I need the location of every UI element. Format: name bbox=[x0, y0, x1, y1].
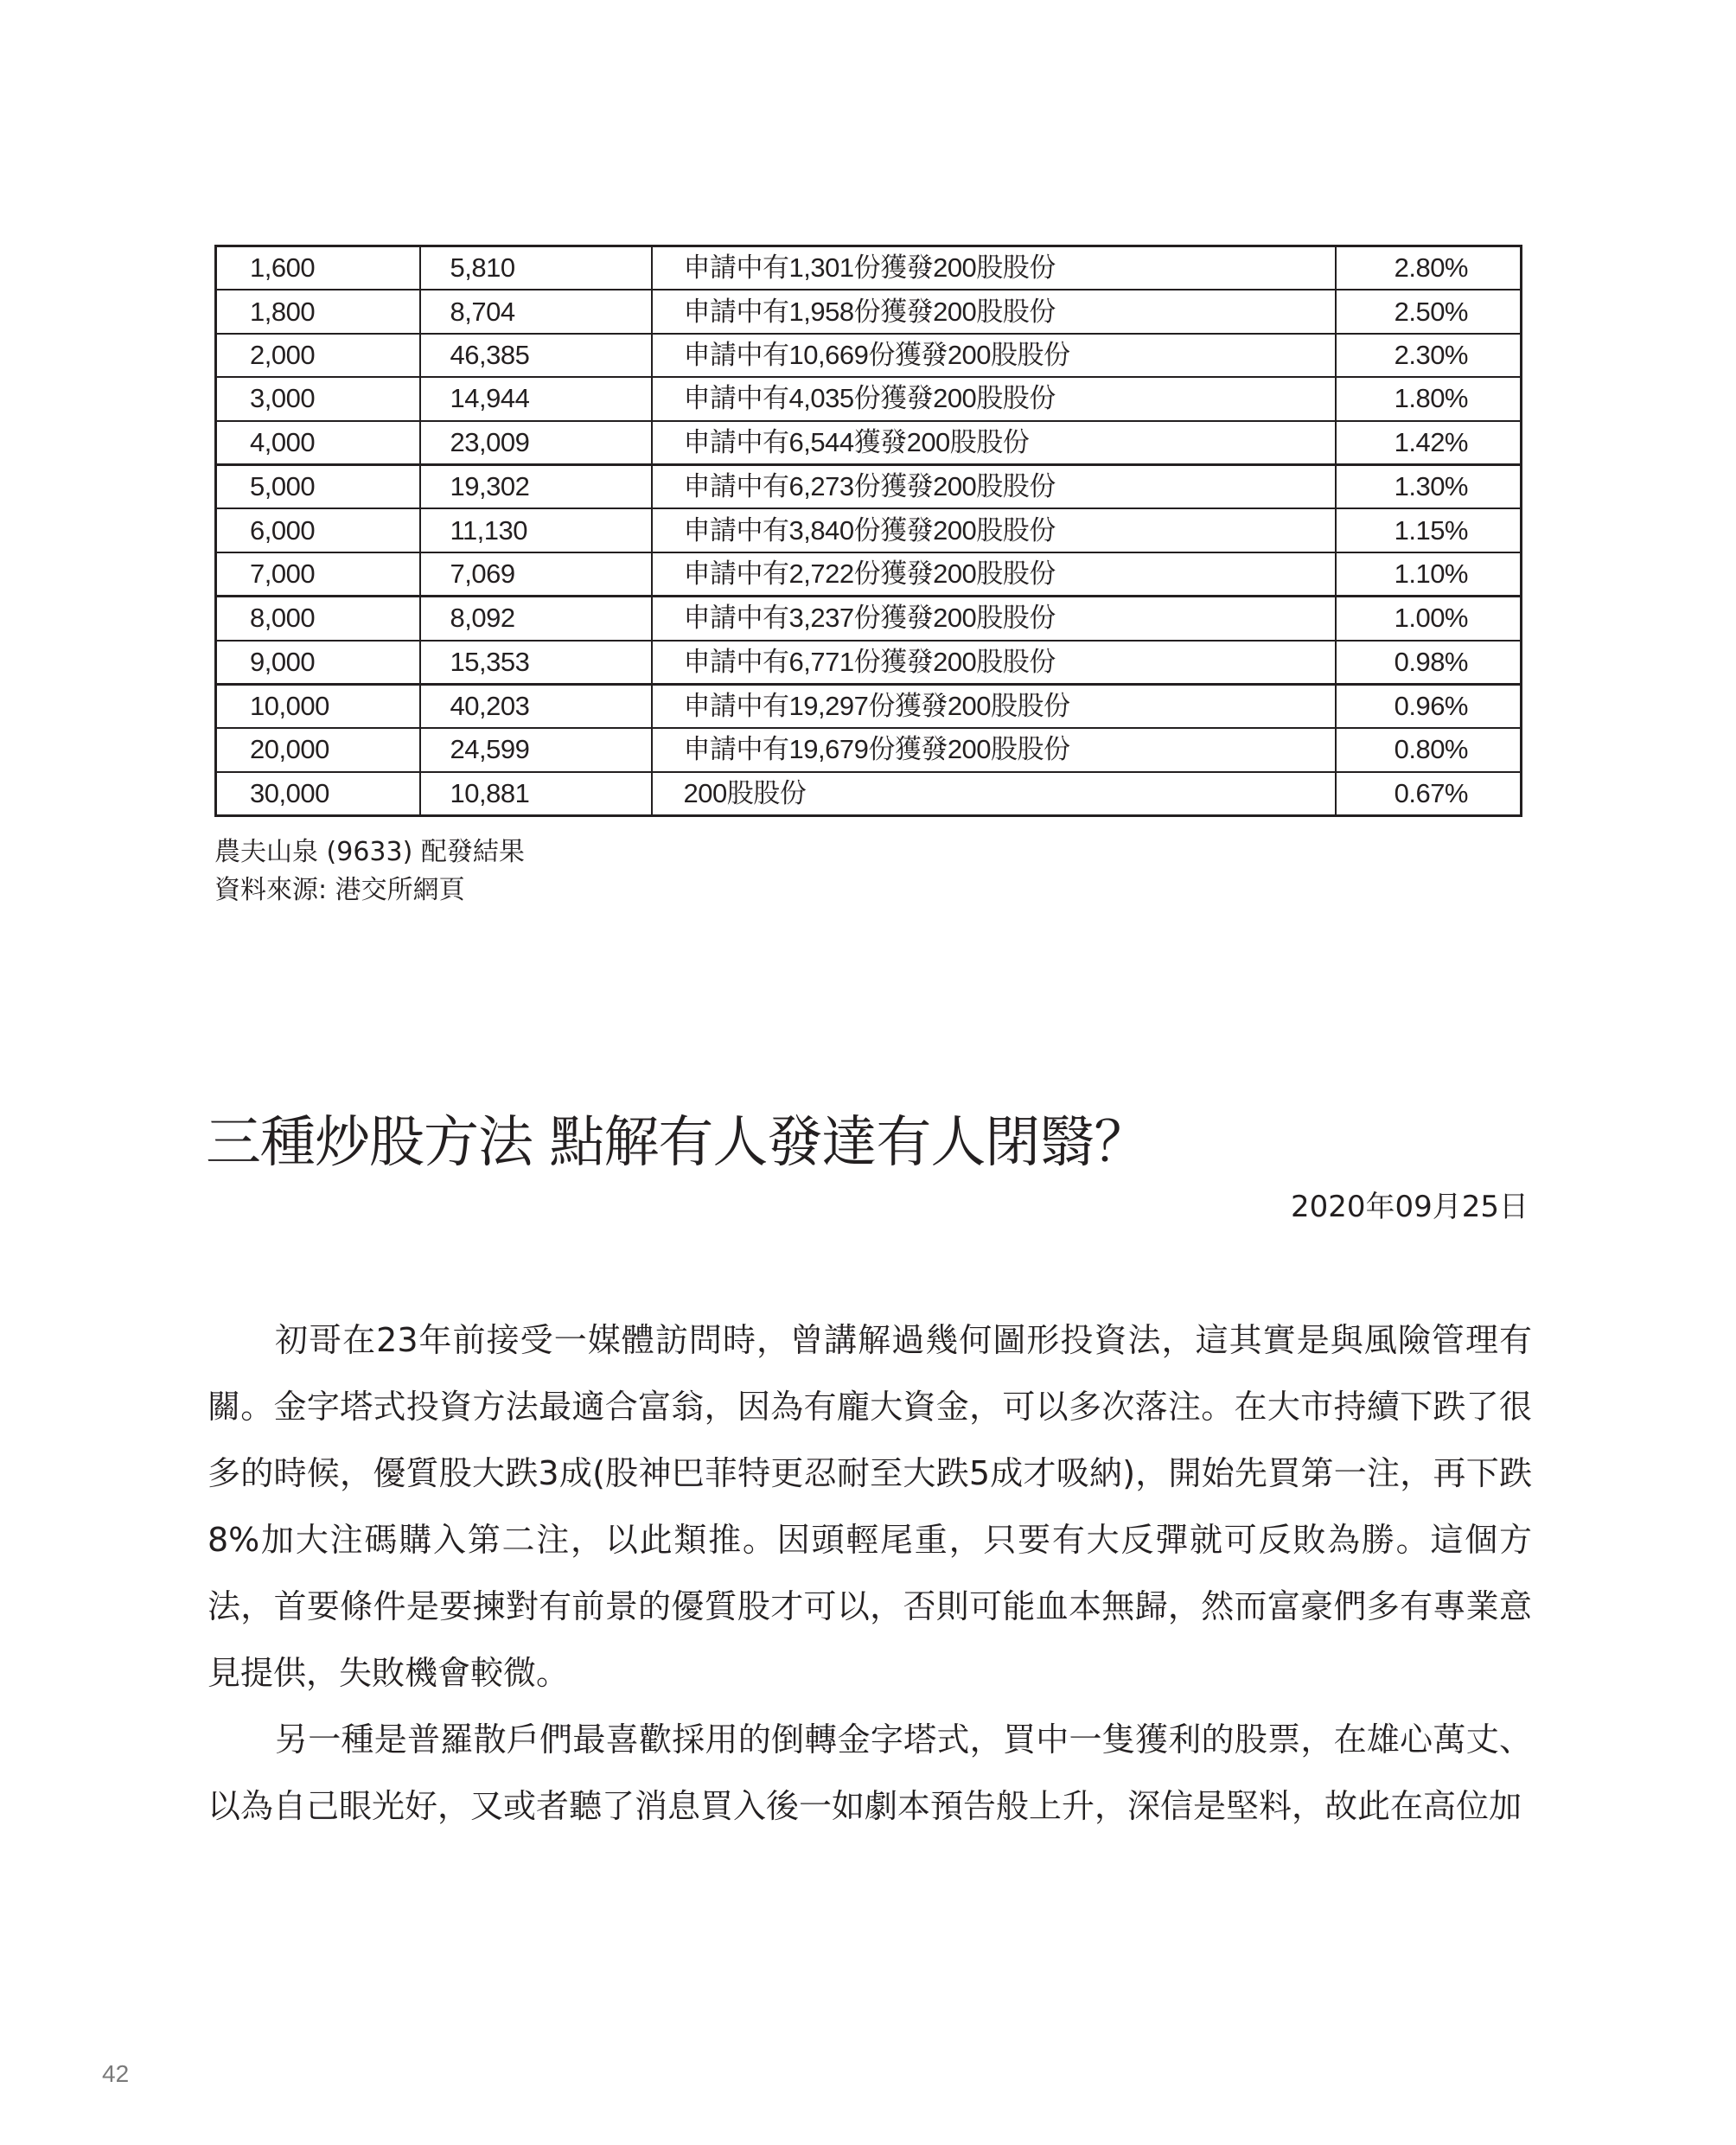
shares-applied-cell: 6,000 bbox=[216, 508, 420, 552]
allocation-basis-cell: 申請中有4,035份獲發200股股份 bbox=[652, 377, 1336, 420]
allocation-rate-cell: 2.80% bbox=[1336, 246, 1522, 290]
valid-applications-cell: 8,092 bbox=[420, 597, 652, 641]
table-row bbox=[216, 421, 1522, 465]
table-row bbox=[216, 772, 1522, 816]
table-caption: 農夫山泉 (9633) 配發結果 bbox=[214, 837, 525, 867]
table-row bbox=[216, 334, 1522, 377]
allocation-basis-cell: 申請中有3,840份獲發200股股份 bbox=[652, 508, 1336, 552]
table-row bbox=[216, 464, 1522, 508]
valid-applications-cell: 24,599 bbox=[420, 728, 652, 771]
shares-applied-cell: 3,000 bbox=[216, 377, 420, 420]
page-number: 42 bbox=[102, 2060, 130, 2087]
shares-applied-cell: 2,000 bbox=[216, 334, 420, 377]
shares-applied-cell: 9,000 bbox=[216, 641, 420, 685]
table-row bbox=[216, 377, 1522, 420]
shares-applied-cell: 10,000 bbox=[216, 684, 420, 728]
table-row bbox=[216, 552, 1522, 597]
valid-applications-cell: 10,881 bbox=[420, 772, 652, 816]
allocation-basis-cell: 申請中有2,722份獲發200股股份 bbox=[652, 552, 1336, 597]
shares-applied-cell: 20,000 bbox=[216, 728, 420, 771]
allocation-rate-cell: 2.50% bbox=[1336, 290, 1522, 333]
table-row bbox=[216, 728, 1522, 771]
table-source: 資料來源: 港交所網頁 bbox=[214, 875, 465, 905]
allocation-basis-cell: 申請中有1,301份獲發200股股份 bbox=[652, 246, 1336, 290]
valid-applications-cell: 14,944 bbox=[420, 377, 652, 420]
table-row bbox=[216, 684, 1522, 728]
allocation-rate-cell: 0.67% bbox=[1336, 772, 1522, 816]
table-row bbox=[216, 641, 1522, 685]
allocation-rate-cell: 1.10% bbox=[1336, 552, 1522, 597]
allocation-rate-cell: 1.30% bbox=[1336, 464, 1522, 508]
table-row bbox=[216, 597, 1522, 641]
valid-applications-cell: 19,302 bbox=[420, 464, 652, 508]
valid-applications-cell: 40,203 bbox=[420, 684, 652, 728]
article-date: 2020年09月25日 bbox=[1290, 1190, 1529, 1224]
shares-applied-cell: 4,000 bbox=[216, 421, 420, 465]
valid-applications-cell: 7,069 bbox=[420, 552, 652, 597]
allocation-rate-cell: 1.00% bbox=[1336, 597, 1522, 641]
table-row bbox=[216, 290, 1522, 333]
allocation-rate-cell: 0.98% bbox=[1336, 641, 1522, 685]
allocation-basis-cell: 申請中有6,273份獲發200股股份 bbox=[652, 464, 1336, 508]
shares-applied-cell: 8,000 bbox=[216, 597, 420, 641]
valid-applications-cell: 8,704 bbox=[420, 290, 652, 333]
shares-applied-cell: 7,000 bbox=[216, 552, 420, 597]
allocation-rate-cell: 0.80% bbox=[1336, 728, 1522, 771]
allocation-basis-cell: 申請中有6,544獲發200股股份 bbox=[652, 421, 1336, 465]
valid-applications-cell: 15,353 bbox=[420, 641, 652, 685]
article-body bbox=[207, 1307, 1532, 1840]
valid-applications-cell: 11,130 bbox=[420, 508, 652, 552]
valid-applications-cell: 46,385 bbox=[420, 334, 652, 377]
allocation-basis-cell: 申請中有6,771份獲發200股股份 bbox=[652, 641, 1336, 685]
allocation-basis-cell: 申請中有1,958份獲發200股股份 bbox=[652, 290, 1336, 333]
allocation-basis-cell: 申請中有3,237份獲發200股股份 bbox=[652, 597, 1336, 641]
allocation-rate-cell: 2.30% bbox=[1336, 334, 1522, 377]
allocation-basis-cell: 申請中有19,297份獲發200股股份 bbox=[652, 684, 1336, 728]
allocation-rate-cell: 0.96% bbox=[1336, 684, 1522, 728]
allocation-basis-cell: 申請中有19,679份獲發200股股份 bbox=[652, 728, 1336, 771]
table-row bbox=[216, 246, 1522, 290]
allocation-rate-cell: 1.15% bbox=[1336, 508, 1522, 552]
valid-applications-cell: 5,810 bbox=[420, 246, 652, 290]
shares-applied-cell: 30,000 bbox=[216, 772, 420, 816]
shares-applied-cell: 1,600 bbox=[216, 246, 420, 290]
shares-applied-cell: 1,800 bbox=[216, 290, 420, 333]
valid-applications-cell: 23,009 bbox=[420, 421, 652, 465]
allocation-basis-cell: 申請中有10,669份獲發200股股份 bbox=[652, 334, 1336, 377]
article-title: 三種炒股方法 點解有人發達有人閉翳？ bbox=[206, 1111, 1149, 1175]
allocation-rate-cell: 1.42% bbox=[1336, 421, 1522, 465]
table-row bbox=[216, 508, 1522, 552]
article-paragraph: 另一種是普羅散戶們最喜歡採用的倒轉金字塔式，買中一隻獲利的股票，在雄心萬丈、以為自己眼光好，又或者聽了消息買入後一如劇本預告般上升，深信是堅料，故此在高位加 bbox=[207, 1720, 1532, 1825]
allocation-basis-cell: 200股股份 bbox=[652, 772, 1336, 816]
allocation-results-table bbox=[214, 245, 1522, 817]
allocation-rate-cell: 1.80% bbox=[1336, 377, 1522, 420]
shares-applied-cell: 5,000 bbox=[216, 464, 420, 508]
article-paragraph: 初哥在23年前接受一媒體訪問時，曾講解過幾何圖形投資法，這其實是與風險管理有關。金字塔式投資方法最適合富翁，因為有龐大資金，可以多次落注。在大市持續下跌了很多的時候，優質股大跌3成(股神巴菲特更忍耐至大跌5成才吸納)，開始先買第一注，再下跌8%加大注碼購入第二注，以此類推。因頭輕尾重，只要有大反彈就可反敗為勝。這個方法，首要條件是要揀對有前景的優質股才可以，否則可能血本無歸，然而富豪們多有專業意見提供，失敗機會較微。 bbox=[207, 1321, 1532, 1692]
